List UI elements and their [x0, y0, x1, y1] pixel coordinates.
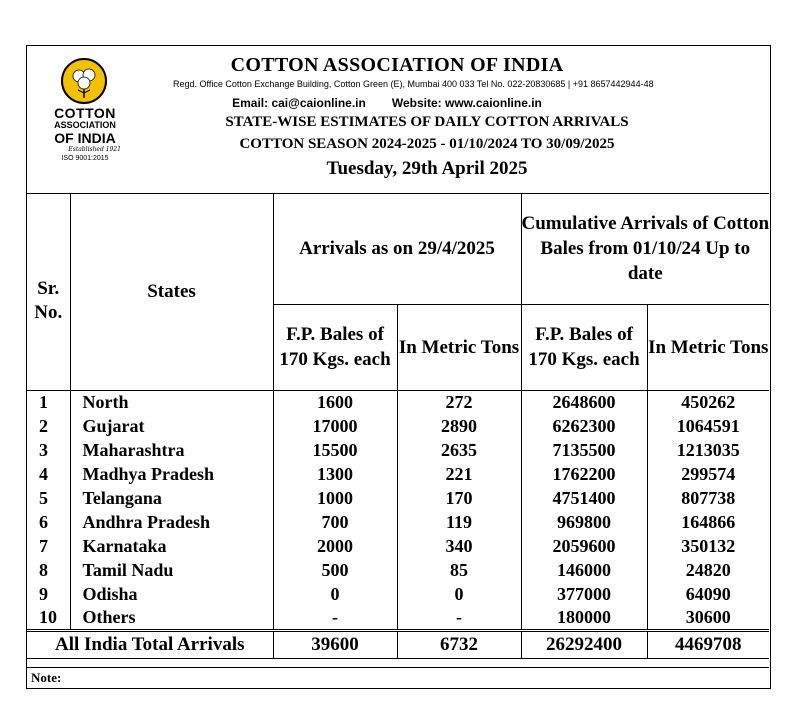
state-cell: Odisha — [70, 582, 273, 606]
logo-line-2: ASSOCIATION — [54, 120, 116, 130]
total-cumulative-tons: 4469708 — [647, 630, 769, 658]
daily-tons-cell: 272 — [397, 390, 521, 414]
cumulative-tons-cell: 350132 — [647, 534, 769, 558]
state-cell: Tamil Nadu — [70, 558, 273, 582]
header-sr-no: Sr. No. — [27, 194, 70, 390]
daily-bales-cell: 2000 — [273, 534, 397, 558]
cumulative-tons-cell: 24820 — [647, 558, 769, 582]
header-cumulative-bales: F.P. Bales of 170 Kgs. each — [521, 304, 647, 390]
state-cell: Andhra Pradesh — [70, 510, 273, 534]
daily-bales-cell: 0 — [273, 582, 397, 606]
cumulative-tons-cell: 450262 — [647, 390, 769, 414]
table-row — [27, 462, 769, 486]
document-header — [27, 46, 769, 194]
sr-cell: 7 — [27, 534, 70, 558]
sr-cell: 9 — [27, 582, 70, 606]
daily-tons-cell: 0 — [397, 582, 521, 606]
cumulative-bales-cell: 2059600 — [521, 534, 647, 558]
cai-logo — [35, 58, 135, 168]
cumulative-bales-cell: 2648600 — [521, 390, 647, 414]
daily-tons-cell: 119 — [397, 510, 521, 534]
office-address: Regd. Office Cotton Exchange Building, Cotton Green (E), Mumbai 400 033 Tel No. 022-20830685 | +91 8657442944-48 — [173, 79, 654, 89]
cumulative-tons-cell: 64090 — [647, 582, 769, 606]
daily-bales-cell: 17000 — [273, 414, 397, 438]
website-text: Website: www.caionline.in — [391, 96, 542, 110]
daily-tons-cell: - — [397, 606, 521, 630]
header-cumulative-tons: In Metric Tons — [647, 304, 769, 390]
email-text: Email: cai@caionline.in — [232, 96, 366, 110]
cumulative-bales-cell: 4751400 — [521, 486, 647, 510]
table-row — [27, 390, 769, 414]
cumulative-bales-cell: 6262300 — [521, 414, 647, 438]
association-title: COTTON ASSOCIATION OF INDIA — [230, 54, 564, 76]
state-cell: Gujarat — [70, 414, 273, 438]
sr-cell: 6 — [27, 510, 70, 534]
state-cell: Karnataka — [70, 534, 273, 558]
cumulative-bales-cell: 969800 — [521, 510, 647, 534]
logo-iso: ISO 9001:2015 — [61, 155, 109, 162]
table-row — [27, 558, 769, 582]
cumulative-bales-cell: 7135500 — [521, 438, 647, 462]
header-daily-arrivals: Arrivals as on 29/4/2025 — [273, 194, 521, 304]
cumulative-tons-cell: 1213035 — [647, 438, 769, 462]
cumulative-tons-cell: 299574 — [647, 462, 769, 486]
total-row — [27, 630, 769, 658]
daily-tons-cell: 2890 — [397, 414, 521, 438]
table-row — [27, 438, 769, 462]
daily-bales-cell: 1600 — [273, 390, 397, 414]
cumulative-bales-cell: 146000 — [521, 558, 647, 582]
total-daily-bales: 39600 — [273, 630, 397, 658]
total-cumulative-bales: 26292400 — [521, 630, 647, 658]
header-states: States — [70, 194, 273, 390]
cumulative-tons-cell: 807738 — [647, 486, 769, 510]
table-row — [27, 486, 769, 510]
cumulative-bales-cell: 1762200 — [521, 462, 647, 486]
estimates-sheet — [26, 45, 771, 689]
season-line: COTTON SEASON 2024-2025 - 01/10/2024 TO 30/09/2025 — [239, 136, 615, 152]
table-row — [27, 582, 769, 606]
state-cell: North — [70, 390, 273, 414]
header-cumulative-arrivals: Cumulative Arrivals of Cotton Bales from 01/10/24 Up to date — [521, 194, 769, 304]
daily-bales-cell: 700 — [273, 510, 397, 534]
note-label: Note: — [27, 667, 769, 688]
sr-cell: 3 — [27, 438, 70, 462]
cumulative-bales-cell: 180000 — [521, 606, 647, 630]
daily-tons-cell: 2635 — [397, 438, 521, 462]
cumulative-bales-cell: 377000 — [521, 582, 647, 606]
sr-cell: 10 — [27, 606, 70, 630]
logo-line-1: COTTON — [54, 105, 116, 121]
daily-bales-cell: 500 — [273, 558, 397, 582]
cumulative-tons-cell: 1064591 — [647, 414, 769, 438]
state-cell: Telangana — [70, 486, 273, 510]
sr-cell: 4 — [27, 462, 70, 486]
cumulative-tons-cell: 30600 — [647, 606, 769, 630]
logo-established: Established 1921 — [68, 146, 121, 153]
daily-bales-cell: 1300 — [273, 462, 397, 486]
report-date: Tuesday, 29th April 2025 — [326, 158, 528, 179]
daily-bales-cell: 1000 — [273, 486, 397, 510]
sr-cell: 5 — [27, 486, 70, 510]
sr-cell: 8 — [27, 558, 70, 582]
daily-tons-cell: 170 — [397, 486, 521, 510]
total-daily-tons: 6732 — [397, 630, 521, 658]
table-row — [27, 510, 769, 534]
state-cell: Madhya Pradesh — [70, 462, 273, 486]
sr-cell: 2 — [27, 414, 70, 438]
logo-line-3: OF INDIA — [54, 130, 116, 146]
daily-bales-cell: 15500 — [273, 438, 397, 462]
header-daily-bales: F.P. Bales of 170 Kgs. each — [273, 304, 397, 390]
cumulative-tons-cell: 164866 — [647, 510, 769, 534]
sr-cell: 1 — [27, 390, 70, 414]
total-label: All India Total Arrivals — [27, 630, 273, 658]
daily-tons-cell: 85 — [397, 558, 521, 582]
state-cell: Maharashtra — [70, 438, 273, 462]
contact-line — [207, 96, 567, 110]
report-heading: STATE-WISE ESTIMATES OF DAILY COTTON ARRIVALS — [225, 114, 629, 130]
state-cell: Others — [70, 606, 273, 630]
daily-tons-cell: 221 — [397, 462, 521, 486]
table-row — [27, 534, 769, 558]
daily-bales-cell: - — [273, 606, 397, 630]
arrivals-table — [27, 194, 769, 659]
table-row — [27, 414, 769, 438]
daily-tons-cell: 340 — [397, 534, 521, 558]
header-daily-tons: In Metric Tons — [397, 304, 521, 390]
table-row — [27, 606, 769, 630]
cotton-boll-icon — [61, 58, 107, 104]
